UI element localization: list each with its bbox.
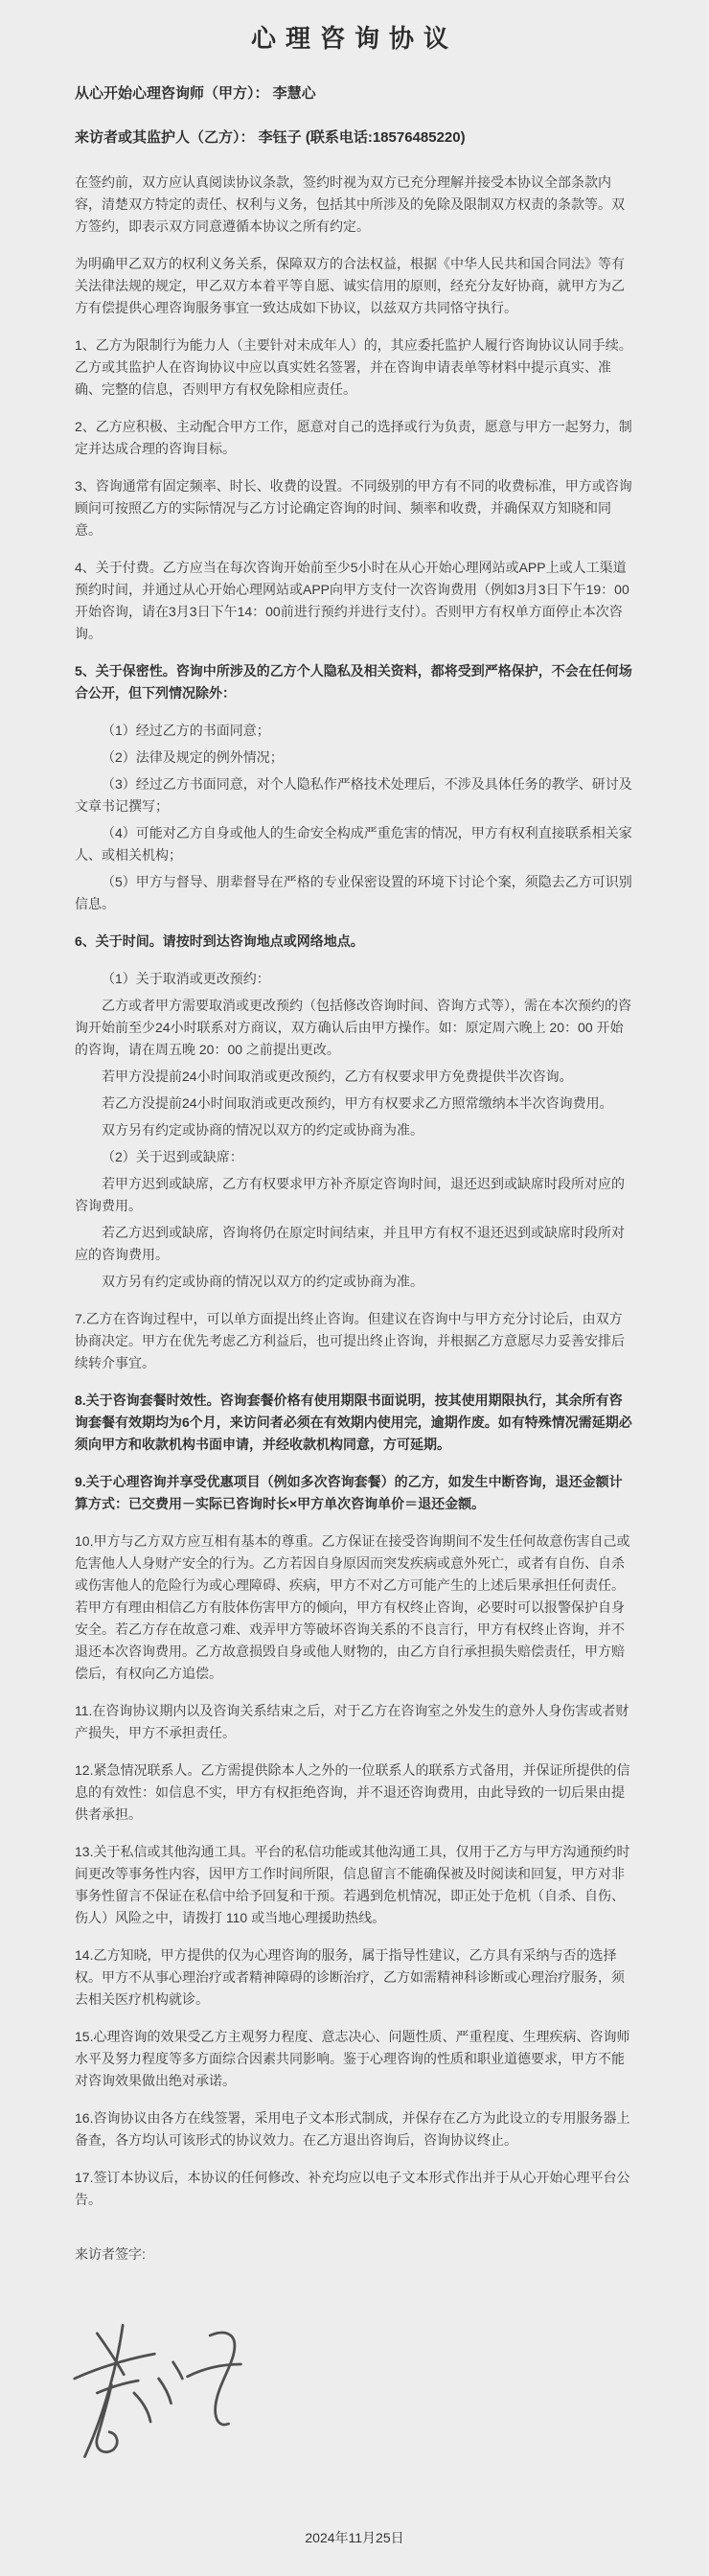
agreement-paragraph: 6、关于时间。请按时到达咨询地点或网络地点。 [75,933,364,949]
agreement-paragraph: 7.乙方在咨询过程中，可以单方面提出终止咨询。但建议在咨询中与甲方充分讨论后，由双方协商决定。甲方在优先考虑乙方利益后，也可提出终止咨询，并根据乙方意愿尽力妥善安排后续转介事宜。 [75,1311,625,1370]
agreement-paragraph: 13.关于私信或其他沟通工具。平台的私信功能或其他沟通工具，仅用于乙方与甲方沟通预约时间更改等事务性内容，因甲方工作时间所限，信息留言不能确保被及时阅读和回复，甲方对非事务性留言不保证在私信中给予回复和干预。若遇到危机情况，即正处于危机（自杀、自伤、伤人）风险之中，请拨打 110 或当地心理援助热线。 [75,1844,630,1925]
agreement-paragraph: （5）甲方与督导、朋辈督导在严格的专业保密设置的环境下讨论个案，须隐去乙方可识别信息。 [75,874,632,911]
agreement-paragraph: 乙方或者甲方需要取消或更改预约（包括修改咨询时间、咨询方式等），需在本次预约的咨询开始前至少24小时联系对方商议，双方确认后由甲方操作。如：原定周六晚上 20：00 开始的咨询，请在周五晚 20：00 之前提出更改。 [75,998,631,1057]
agreement-paragraph: 5、关于保密性。咨询中所涉及的乙方个人隐私及相关资料，都将受到严格保护，不会在任何场合公开，但下列情况除外： [75,663,632,701]
party-a-line: 从心开始心理咨询师（甲方）： 李慧心 [75,85,316,102]
agreement-paragraph: 11.在咨询协议期内以及咨询关系结束之后，对于乙方在咨询室之外发生的意外人身伤害或者财产损失，甲方不承担责任。 [75,1703,629,1740]
agreement-paragraph: 双方另有约定或协商的情况以双方的约定或协商为准。 [102,1122,423,1138]
agreement-paragraph: 4、关于付费。乙方应当在每次咨询开始前至少5小时在从心开始心理网站或APP上或人工渠道预约时间，并通过从心开始心理网站或APP向甲方支付一次咨询费用（例如3月3日下午19：00开始咨询，请在3月3日下午14：00前进行预约并进行支付）。否则甲方有权单方面停止本次咨询。 [75,560,629,641]
agreement-paragraph: 3、咨询通常有固定频率、时长、收费的设置。不同级别的甲方有不同的收费标准，甲方或咨询顾问可按照乙方的实际情况与乙方讨论确定咨询的时间、频率和收费，并确保双方知晓和同意。 [75,478,632,538]
agreement-paragraph: （2）法律及规定的例外情况； [102,749,284,765]
agreement-paragraph: 14.乙方知晓，甲方提供的仅为心理咨询的服务，属于指导性建议，乙方具有采纳与否的选择权。甲方不从事心理治疗或者精神障碍的诊断治疗，乙方如需精神科诊断或心理治疗服务，须去相关医疗机构就诊。 [75,1947,625,2007]
agreement-paragraph: 8.关于咨询套餐时效性。咨询套餐价格有使用期限书面说明，按其使用期限执行，其余所有咨询套餐有效期均为6个月，来访问者必须在有效期内使用完，逾期作废。如有特殊情况需延期必须向甲方和收款机构书面申请，并经收款机构同意，方可延期。 [75,1392,632,1452]
signature-label: 来访者签字: [75,2246,146,2262]
visitor-signature-image [63,2321,264,2465]
agreement-paragraph: 若乙方迟到或缺席，咨询将仍在原定时间结束，并且甲方有权不退还迟到或缺席时段所对应的咨询费用。 [75,1225,625,1262]
agreement-paragraph: 12.紧急情况联系人。乙方需提供除本人之外的一位联系人的联系方式备用，并保证所提供的信息的有效性：如信息不实，甲方有权拒绝咨询，并不退还咨询费用，由此导致的一切后果由提供者承担。 [75,1762,630,1822]
agreement-paragraph: （3）经过乙方书面同意，对个人隐私作严格技术处理后，不涉及具体任务的教学、研讨及文章书记撰写； [75,776,632,814]
agreement-body [75,172,634,2211]
agreement-paragraph: 1、乙方为限制行为能力人（主要针对未成年人）的，其应委托监护人履行咨询协议认同手续。乙方或其监护人在咨询协议中应以真实姓名签署，并在咨询申请表单等材料中提示真实、准确、完整的信息，否则甲方有权免除相应责任。 [75,337,632,397]
agreement-paragraph: 15.心理咨询的效果受乙方主观努力程度、意志决心、问题性质、严重程度、生理疾病、咨询师水平及努力程度等多方面综合因素共同影响。鉴于心理咨询的性质和职业道德要求，甲方不能对咨询效果做出绝对承诺。 [75,2029,630,2088]
agreement-paragraph: 16.咨询协议由各方在线签署，采用电子文本形式制成，并保存在乙方为此设立的专用服务器上备查，各方均认可该形式的协议效力。在乙方退出咨询后，咨询协议终止。 [75,2110,630,2148]
agreement-paragraph: 若甲方没提前24小时间取消或更改预约，乙方有权要求甲方免费提供半次咨询。 [102,1069,573,1084]
agreement-paragraph: 双方另有约定或协商的情况以双方的约定或协商为准。 [102,1274,423,1289]
agreement-paragraph: 9.关于心理咨询并享受优惠项目（例如多次咨询套餐）的乙方，如发生中断咨询，退还金额计算方式：已交费用－实际已咨询时长×甲方单次咨询单价＝退还金额。 [75,1474,623,1511]
agreement-paragraph: 17.签订本协议后，本协议的任何修改、补充均应以电子文本形式作出并于从心开始心理平台公告。 [75,2170,630,2207]
agreement-paragraph: 10.甲方与乙方双方应互相有基本的尊重。乙方保证在接受咨询期间不发生任何故意伤害自己或危害他人人身财产安全的行为。乙方若因自身原因而突发疾病或意外死亡，或者有自伤、自杀或伤害他人的危险行为或心理障碍、疾病，甲方不对乙方可能产生的上述后果承担任何责任。若甲方有理由相信乙方有肢体伤害甲方的倾向，甲方有权终止咨询，必要时可以报警保护自身安全。若乙方存在故意刁难、戏弄甲方等破坏咨询关系的不良言行，甲方有权终止咨询，并不退还本次咨询费用。乙方故意损毁自身或他人财物的，由乙方自行承担损失赔偿责任，甲方赔偿后，有权向乙方追偿。 [75,1533,630,1681]
party-b-line: 来访者或其监护人（乙方）： 李钰子 (联系电话:18576485220) [75,129,466,146]
agreement-paragraph: （1）关于取消或更改预约： [102,971,270,986]
agreement-paragraph: 2、乙方应积极、主动配合甲方工作，愿意对自己的选择或行为负责，愿意与甲方一起努力，制定并达成合理的咨询目标。 [75,419,632,456]
signature-area [63,2321,634,2465]
agreement-paragraph: （4）可能对乙方自身或他人的生命安全构成严重危害的情况，甲方有权利直接联系相关家人、或相关机构； [75,825,632,862]
agreement-paragraph: 为明确甲乙双方的权利义务关系，保障双方的合法权益，根据《中华人民共和国合同法》等有关法律法规的规定，甲乙双方本着平等自愿、诚实信用的原则，经充分友好协商，就甲方为乙方有偿提供心理咨询服务事宜一致达成如下协议，以兹双方共同恪守执行。 [75,256,625,315]
signature-date: 2024年11月25日 [305,2530,404,2545]
agreement-paragraph: （2）关于迟到或缺席： [102,1149,243,1164]
agreement-paragraph: 在签约前，双方应认真阅读协议条款，签约时视为双方已充分理解并接受本协议全部条款内容，清楚双方特定的责任、权利与义务，包括其中所涉及的免除及限制双方权责的条款等。双方签约，即表示双方同意遵循本协议之所有约定。 [75,174,625,234]
agreement-paragraph: （1）经过乙方的书面同意； [102,723,270,738]
document-title: 心理咨询协议 [250,24,458,53]
agreement-paragraph: 若乙方没提前24小时间取消或更改预约，甲方有权要求乙方照常缴纳本半次咨询费用。 [102,1095,613,1111]
agreement-paragraph: 若甲方迟到或缺席，乙方有权要求甲方补齐原定咨询时间，退还迟到或缺席时段所对应的咨询费用。 [75,1176,625,1213]
